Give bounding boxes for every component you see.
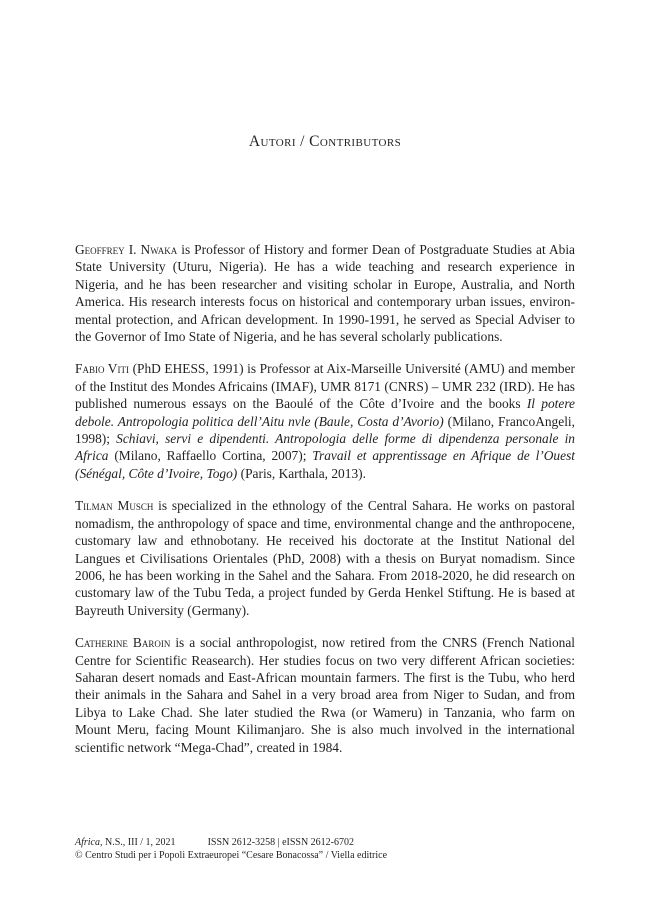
journal-issue: , N.S., III / 1, 2021 — [100, 837, 176, 848]
book-title: Travail et apprentissage en Afrique de l’Ouest (Sénégal, Côte d’Ivoire, Togo) — [75, 448, 575, 481]
contributor-name: Tilman Musch — [75, 498, 154, 514]
contributor-name: Catherine Baroin — [75, 635, 171, 651]
contributor-bio: (Paris, Karthala, 2013). — [237, 465, 366, 481]
contributor-bio: (Milano, Raffaello Cortina, 2007); — [108, 448, 313, 464]
footer-journal-line — [75, 836, 595, 849]
contributor-entry — [75, 634, 575, 756]
journal-issn: ISSN 2612-3258 | eISSN 2612-6702 — [207, 837, 355, 848]
journal-name: Africa — [75, 837, 100, 848]
contributor-bio: is a social anthropologist, now retired from the CNRS (French National Centre for Scientific Reasearch). Her studies focus on two very different African societies: Saharan desert nomads and East-African mountain farmers. The first is the Tubu, who herd their animals in the Sahara and Sahel in a very broad area from Niger to Sudan, and from Libya to Lake Chad. She later studied the Rwa (or Wameru) in Tanzania, who farm on Mount Meru, facing Mount Kilimanjaro. She is also much involved in the international scientific network “Mega-Chad”, created in 1984. — [75, 635, 575, 755]
contributor-entry — [75, 360, 575, 482]
contributor-bio: (Milano, FrancoAngeli, 1998); — [75, 413, 575, 447]
contributor-entry — [75, 497, 575, 619]
book-title: Schiavi, servi e dipendenti. Antropologia delle forme di dipendenza personale in Africa — [75, 431, 575, 464]
footer-copyright: © Centro Studi per i Popoli Extraeuropei “Cesare Bonacossa” / Viella editrice — [75, 850, 388, 861]
contributor-bio: is specialized in the ethnology of the Central Sahara. He works on pastoral nomadism, the anthropology of space and time, environmental change and the anthropocene, customary law and ethnobotany. He received his doctorate at the Institut National del Langues et Civilisations Orientales (PhD, 2008) with a thesis on Buryat nomadism. Since 2006, he has been working in the Sahel and the Sahara. From 2018-2020, he did research on customary law of the Tubu Teda, a project funded by Gerda Henkel Stiftung. He is based at Bayreuth University (Germany). — [75, 498, 576, 618]
contributor-bio: (PhD EHESS, 1991) is Professor at Aix-Marseille Université (AMU) and member of the Institut des Mondes Africains (IMAF), UMR 8171 (CNRS) – UMR 232 (IRD). He has published numerous essays on the Baoulé of the Côte d’Ivoire and the books — [75, 361, 575, 412]
contributor-name: Fabio Viti — [75, 361, 129, 377]
contributors-list — [75, 241, 575, 771]
contributor-name: Geoffrey I. Nwaka — [75, 242, 178, 257]
contributor-entry — [75, 241, 575, 345]
book-title: Il potere debole. Antropologia politica dell’Aitu nvle (Baule, Costa d’Avorio) — [75, 396, 575, 429]
page-footer — [75, 836, 595, 862]
page-title: Autori / Contributors — [248, 133, 402, 150]
contributor-bio: is Professor of History and former Dean of Postgraduate Studies at Abia State University (Uturu, Nigeria). He has a wide teaching and research experience in Nigeria, and he has been researcher and visiting scholar in Europe, Australia, and North America. His research interests focus on historical and contemporary urban issues, environmental protection, and African development. In 1990-1991, he served as Special Adviser to the Governor of Imo State of Nigeria, and he has several scholarly publications. — [75, 242, 575, 345]
